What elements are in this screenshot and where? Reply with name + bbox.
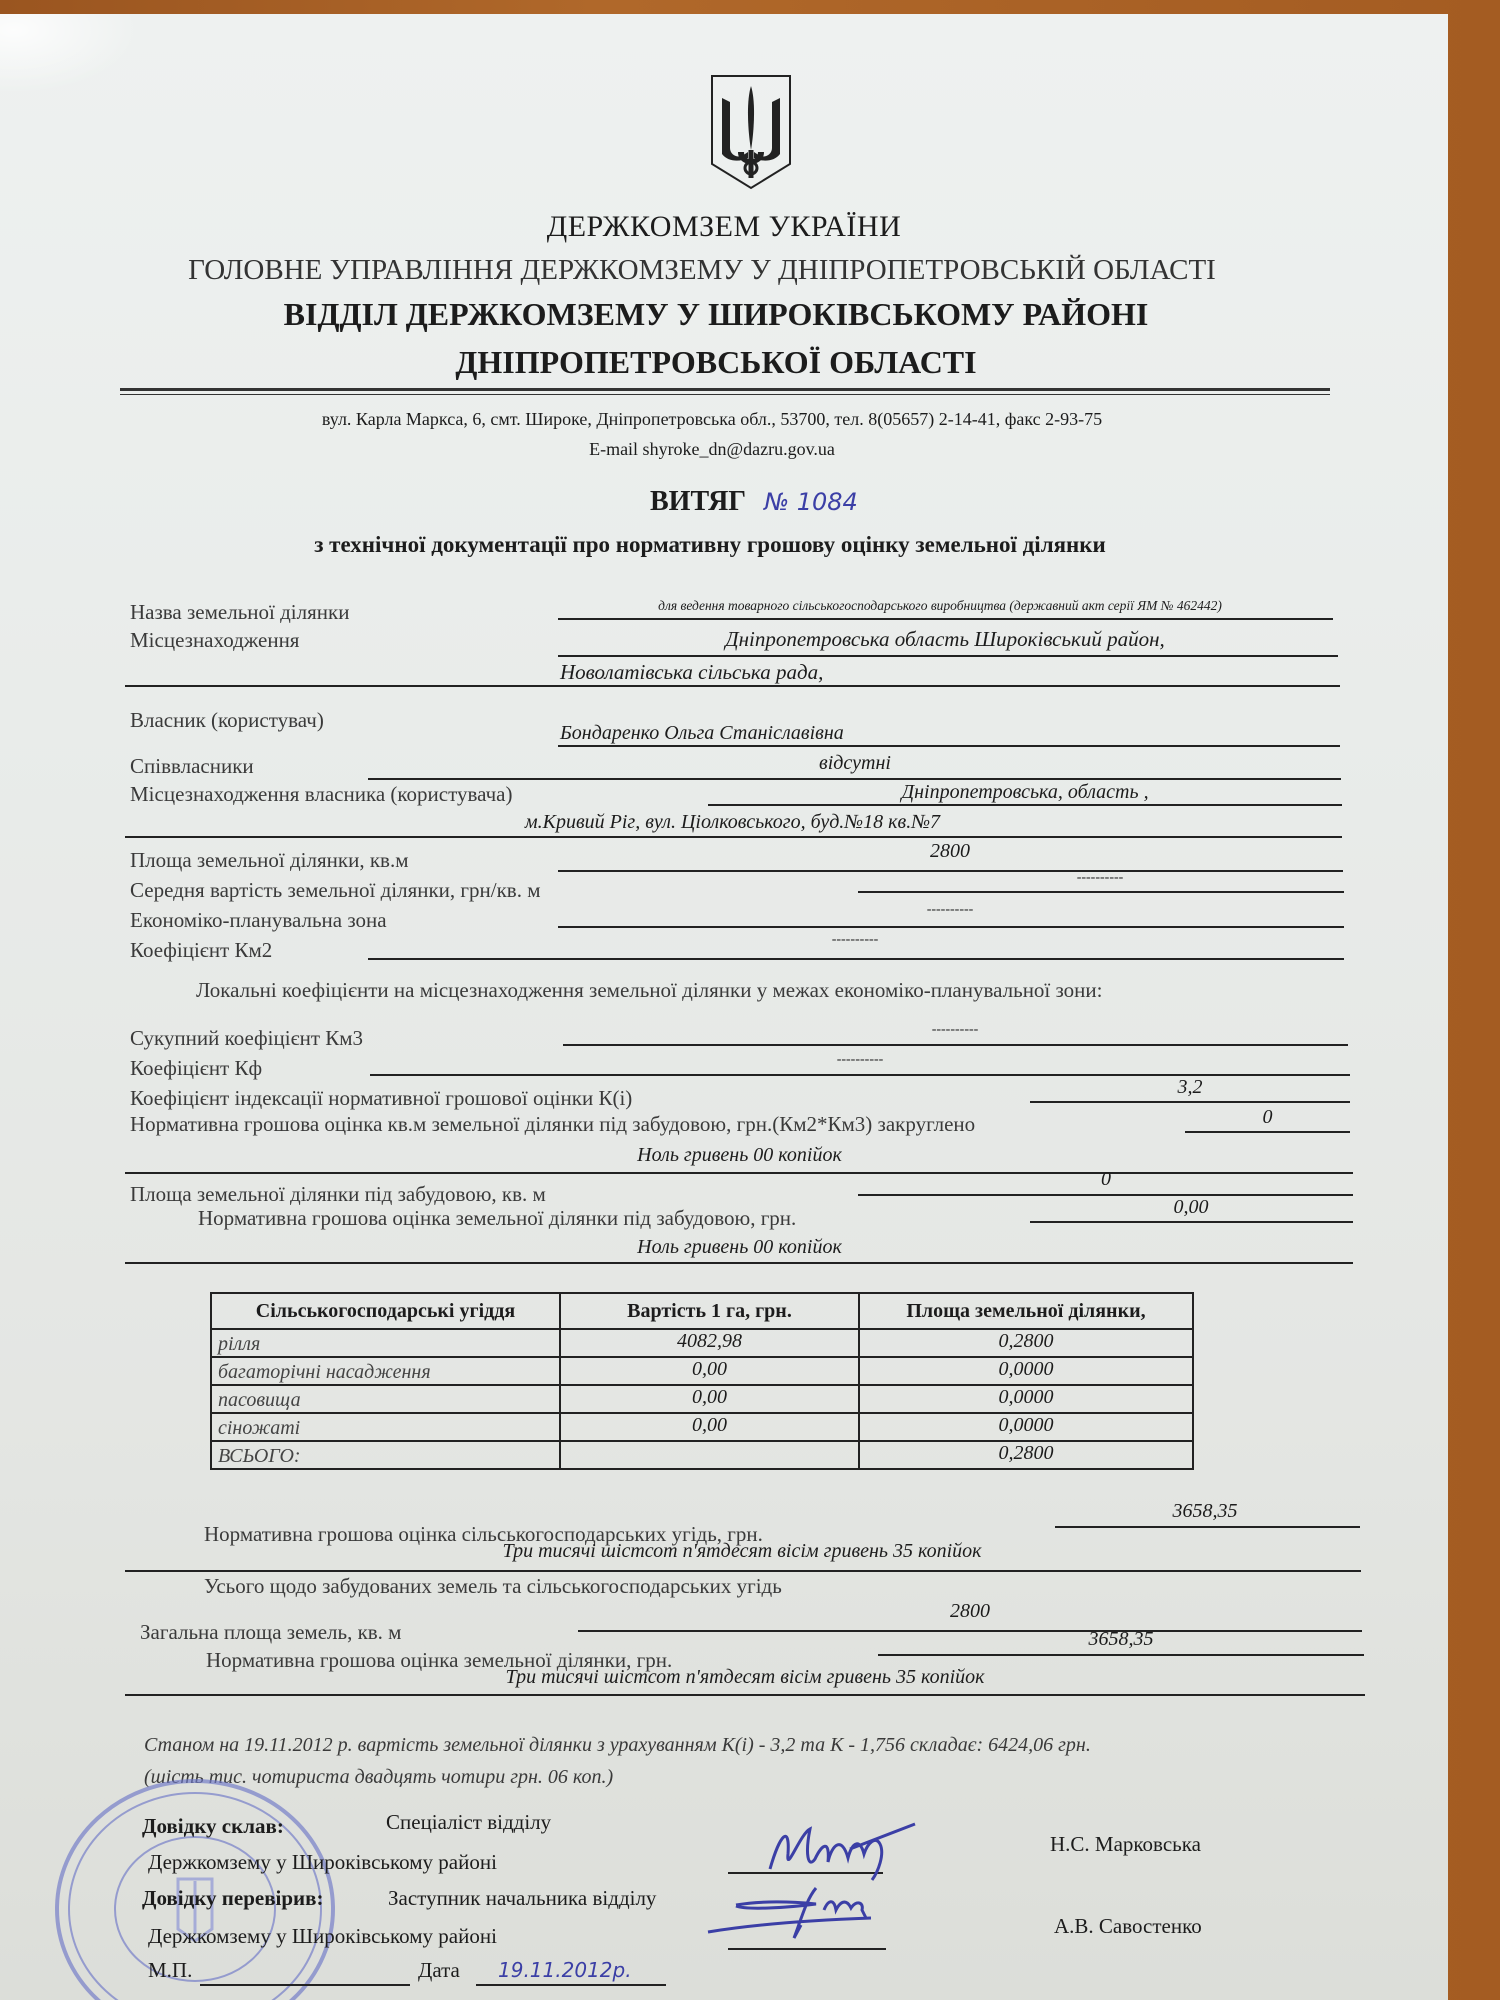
document-number-handwritten: № 1084: [764, 488, 858, 516]
field-line: [558, 655, 1338, 657]
checked-by-position-2: Держкомзему у Широківському районі: [148, 1924, 497, 1948]
table-header: Вартість 1 га, грн.: [560, 1293, 859, 1329]
table-row: [211, 1413, 1193, 1441]
signature-savostenko: [706, 1880, 906, 1955]
header-agency: ДЕРЖКОМЗЕМ УКРАЇНИ: [546, 210, 902, 243]
header-rule-thin: [120, 394, 1330, 395]
table-header-row: [211, 1293, 1193, 1329]
seal-place-label: М.П.: [148, 1958, 193, 1982]
plot-area: 0,0000: [859, 1357, 1193, 1385]
km2-label: Коефіцієнт Км2: [130, 938, 273, 962]
agri-value: 3658,35: [1172, 1500, 1238, 1522]
ki-label: Коефіцієнт індексації нормативної грошової оцінки К(і): [130, 1086, 633, 1110]
field-line: [1030, 1101, 1350, 1103]
avg-cost-value: ----------: [1076, 870, 1124, 885]
table-row: [211, 1385, 1193, 1413]
cost-per-ha: 0,00: [560, 1385, 859, 1413]
valuation-note-words: (шість тис. чотириста двадцять чотири грн. 06 коп.): [144, 1766, 614, 1788]
owner-location-value-1: Дніпропетровська, область ,: [901, 781, 1149, 803]
checked-by-label: Довідку перевірив:: [142, 1886, 324, 1910]
total-area-label: Загальна площа земель, кв. м: [140, 1620, 402, 1644]
plot-area: 0,2800: [859, 1441, 1193, 1469]
field-line: [476, 1984, 666, 1986]
official-stamp: [50, 1769, 340, 2000]
co-owners-value: відсутні: [819, 752, 891, 774]
area-label: Площа земельної ділянки, кв.м: [130, 848, 409, 872]
field-line: [125, 836, 1342, 838]
km2-value: ----------: [831, 932, 879, 947]
built-area-value: 0: [1101, 1168, 1111, 1190]
trident-coat-of-arms-icon: [708, 72, 794, 197]
plot-area: 0,0000: [859, 1385, 1193, 1413]
built-area-label: Площа земельної ділянки під забудовою, кв. м: [130, 1182, 546, 1206]
header-rule: [120, 388, 1330, 391]
owner-location-value-2: м.Кривий Ріг, вул. Ціолковського, буд.№18 кв.№7: [524, 811, 941, 833]
field-line: [558, 618, 1333, 620]
field-line: [1185, 1131, 1350, 1133]
plot-name-label: Назва земельної ділянки: [130, 600, 350, 624]
location-value-1: Дніпропетровська область Широківський район,: [725, 627, 1165, 651]
built-value: 0,00: [1173, 1196, 1209, 1218]
table-row: [211, 1357, 1193, 1385]
field-line: [878, 1654, 1364, 1656]
total-value: 3658,35: [1088, 1628, 1154, 1650]
agricultural-land-table: [210, 1292, 1194, 1470]
field-line: [858, 891, 1344, 893]
location-value-2: Новолатівська сільська рада,: [560, 660, 824, 684]
header-oblast: ДНІПРОПЕТРОВСЬКОЇ ОБЛАСТІ: [455, 344, 977, 380]
ki-value: 3,2: [1177, 1076, 1203, 1098]
compiled-by-name: Н.С. Марковська: [1050, 1832, 1201, 1856]
co-owners-label: Співвласники: [130, 754, 254, 778]
table-header: Площа земельної ділянки,: [859, 1293, 1193, 1329]
avg-cost-label: Середня вартість земельної ділянки, грн/кв. м: [130, 878, 541, 902]
field-line: [125, 1570, 1361, 1572]
field-line: [1055, 1526, 1360, 1528]
built-sqm-value-label: Нормативна грошова оцінка кв.м земельної ділянки під забудовою, грн.(Км2*Км3) закруглено: [130, 1112, 976, 1136]
zone-value: ----------: [926, 902, 974, 917]
plot-area: 0,2800: [859, 1329, 1193, 1357]
field-line: [125, 1262, 1353, 1264]
field-line: [125, 1694, 1365, 1696]
field-line: [558, 745, 1340, 747]
document-subtitle: з технічної документації про нормативну грошову оцінку земельної ділянки: [314, 532, 1106, 557]
plot-name-value: для ведення товарного сільськогосподарського виробництва (державний акт серії ЯМ № 462442): [658, 598, 1222, 613]
document-page: [0, 14, 1448, 2000]
field-line: [368, 958, 1344, 960]
summary-heading: Усього щодо забудованих земель та сільськогосподарських угідь: [204, 1574, 782, 1598]
land-type: рілля: [211, 1329, 560, 1357]
cost-per-ha: [560, 1441, 859, 1469]
area-value: 2800: [930, 840, 970, 862]
total-area-value: 2800: [950, 1600, 990, 1622]
owner-label: Власник (користувач): [130, 708, 324, 732]
built-value-label: Нормативна грошова оцінка земельної ділянки під забудовою, грн.: [198, 1206, 797, 1230]
built-sqm-value: 0: [1262, 1106, 1273, 1128]
date-label: Дата: [418, 1958, 460, 1982]
kf-value: ----------: [836, 1052, 884, 1067]
local-coefficients-heading: Локальні коефіцієнти на місцезнаходження земельної ділянки у межах економіко-планувальної зони:: [196, 978, 1103, 1002]
land-type: пасовища: [211, 1385, 560, 1413]
built-sqm-value-words: Ноль гривень 00 копійок: [637, 1144, 842, 1166]
cost-per-ha: 4082,98: [560, 1329, 859, 1357]
field-line: [200, 1984, 410, 1986]
total-value-label: Нормативна грошова оцінка земельної ділянки, грн.: [206, 1648, 673, 1672]
total-value-words: Три тисячі шістсот п'ятдесят вісім гривень 35 копійок: [505, 1666, 985, 1688]
checked-by-position-1: Заступник начальника відділу: [388, 1886, 657, 1910]
field-line: [563, 1044, 1348, 1046]
land-type: сіножаті: [211, 1413, 560, 1441]
table-total-row: [211, 1441, 1193, 1469]
plot-area: 0,0000: [859, 1413, 1193, 1441]
km3-label: Сукупний коефіцієнт Км3: [130, 1026, 364, 1050]
field-line: [708, 804, 1342, 806]
field-line: [125, 685, 1340, 687]
agri-value-words: Три тисячі шістсот п'ятдесят вісім гривень 35 копійок: [502, 1540, 982, 1562]
owner-value: Бондаренко Ольга Станіславівна: [560, 722, 844, 744]
header-main-department: ГОЛОВНЕ УПРАВЛІННЯ ДЕРЖКОМЗЕМУ У ДНІПРОПЕТРОВСЬКІЙ ОБЛАСТІ: [188, 254, 1216, 286]
date-value: 19.11.2012р.: [498, 1958, 632, 1982]
zone-label: Економіко-планувальна зона: [130, 908, 387, 932]
km3-value: ----------: [931, 1022, 979, 1037]
document-title-row: [650, 486, 858, 518]
cost-per-ha: 0,00: [560, 1413, 859, 1441]
compiled-by-position-1: Спеціаліст відділу: [386, 1810, 552, 1834]
built-value-words: Ноль гривень 00 копійок: [637, 1236, 842, 1258]
land-type: багаторічні насадження: [211, 1357, 560, 1385]
header-email: E-mail shyroke_dn@dazru.gov.ua: [589, 439, 835, 459]
cost-per-ha: 0,00: [560, 1357, 859, 1385]
owner-location-label: Місцезнаходження власника (користувача): [130, 782, 513, 806]
compiled-by-label: Довідку склав:: [142, 1814, 284, 1838]
table-header: Сільськогосподарські угіддя: [211, 1293, 560, 1329]
field-line: [1030, 1221, 1353, 1223]
agri-value-label: Нормативна грошова оцінка сільськогосподарських угідь, грн.: [204, 1522, 763, 1546]
header-district-department: ВІДДІЛ ДЕРЖКОМЗЕМУ У ШИРОКІВСЬКОМУ РАЙОНІ: [283, 296, 1149, 332]
kf-label: Коефіцієнт Кф: [130, 1056, 263, 1080]
signature-markovska: [760, 1814, 920, 1889]
header-address: вул. Карла Маркса, 6, смт. Широке, Дніпропетровська обл., 53700, тел. 8(05657) 2-14-41, факс 2-93-75: [321, 409, 1103, 429]
land-type: ВСЬОГО:: [211, 1441, 560, 1469]
field-line: [368, 778, 1341, 780]
compiled-by-position-2: Держкомзему у Широківському районі: [148, 1850, 497, 1874]
valuation-note: Станом на 19.11.2012 р. вартість земельної ділянки з урахуванням К(і) - 3,2 та К - 1,756 складає: 6424,06 грн.: [144, 1734, 1091, 1756]
checked-by-name: А.В. Савостенко: [1054, 1914, 1202, 1938]
location-label: Місцезнаходження: [130, 628, 300, 652]
document-title: ВИТЯГ: [650, 486, 747, 517]
table-row: [211, 1329, 1193, 1357]
field-line: [558, 926, 1344, 928]
